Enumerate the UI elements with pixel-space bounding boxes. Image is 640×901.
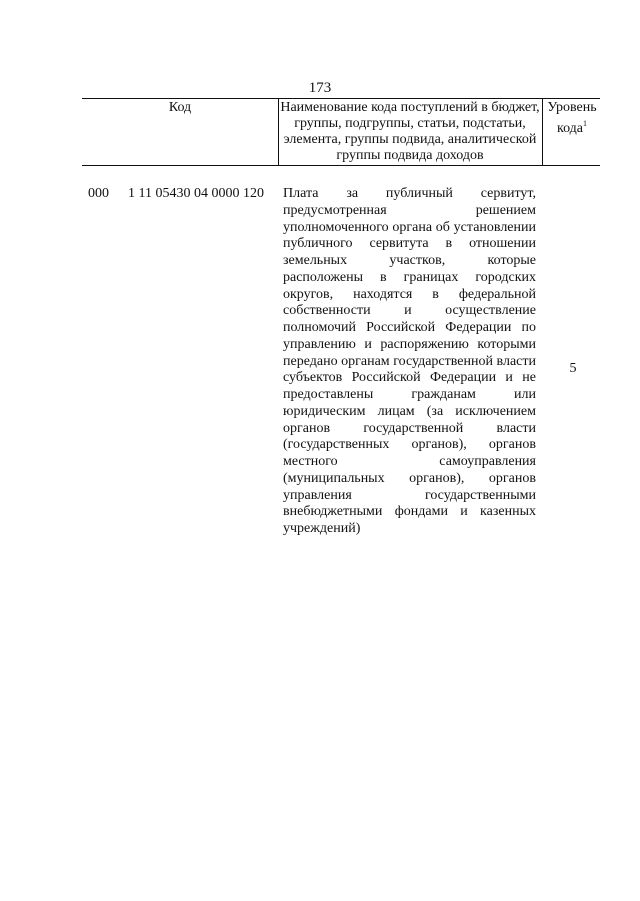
header-top-border: [82, 98, 600, 99]
row-income-code: 1 11 05430 04 0000 120: [128, 186, 264, 201]
header-level-footnote: 1: [583, 119, 588, 128]
header-bottom-border: [82, 165, 600, 166]
header-name: Наименование кода поступлений в бюджет, группы, подгруппы, статьи, подстатьи, элемента, группы подвида, аналитической группы подвида доходов: [280, 100, 540, 163]
header-divider-1: [278, 98, 279, 166]
header-divider-2: [542, 98, 543, 166]
header-level-text: Уровень кода: [547, 100, 597, 136]
header-code: Код: [168, 100, 192, 115]
row-level: 5: [569, 361, 577, 376]
table-header: [82, 98, 600, 166]
header-level: [544, 100, 600, 137]
page-number: 173: [308, 80, 332, 96]
row-name: Плата за публичный сервитут, предусмотренная решением уполномоченного органа об установлении публичного сервитута в отношении земельных участков, которые расположены в границах городских округов, находятся в федеральной собственности и осуществление полномочий Российской Федерации по управлению и распоряжению которыми передано органам государственной власти субъектов Российской Федерации и не предоставлены гражданам или юридическим лицам (за исключением органов государственной власти (государственных органов), органов местного самоуправления (муниципальных органов), органов управления государственными внебюджетными фондами и казенных учреждений): [283, 186, 536, 536]
row-admin-code: 000: [88, 186, 109, 201]
